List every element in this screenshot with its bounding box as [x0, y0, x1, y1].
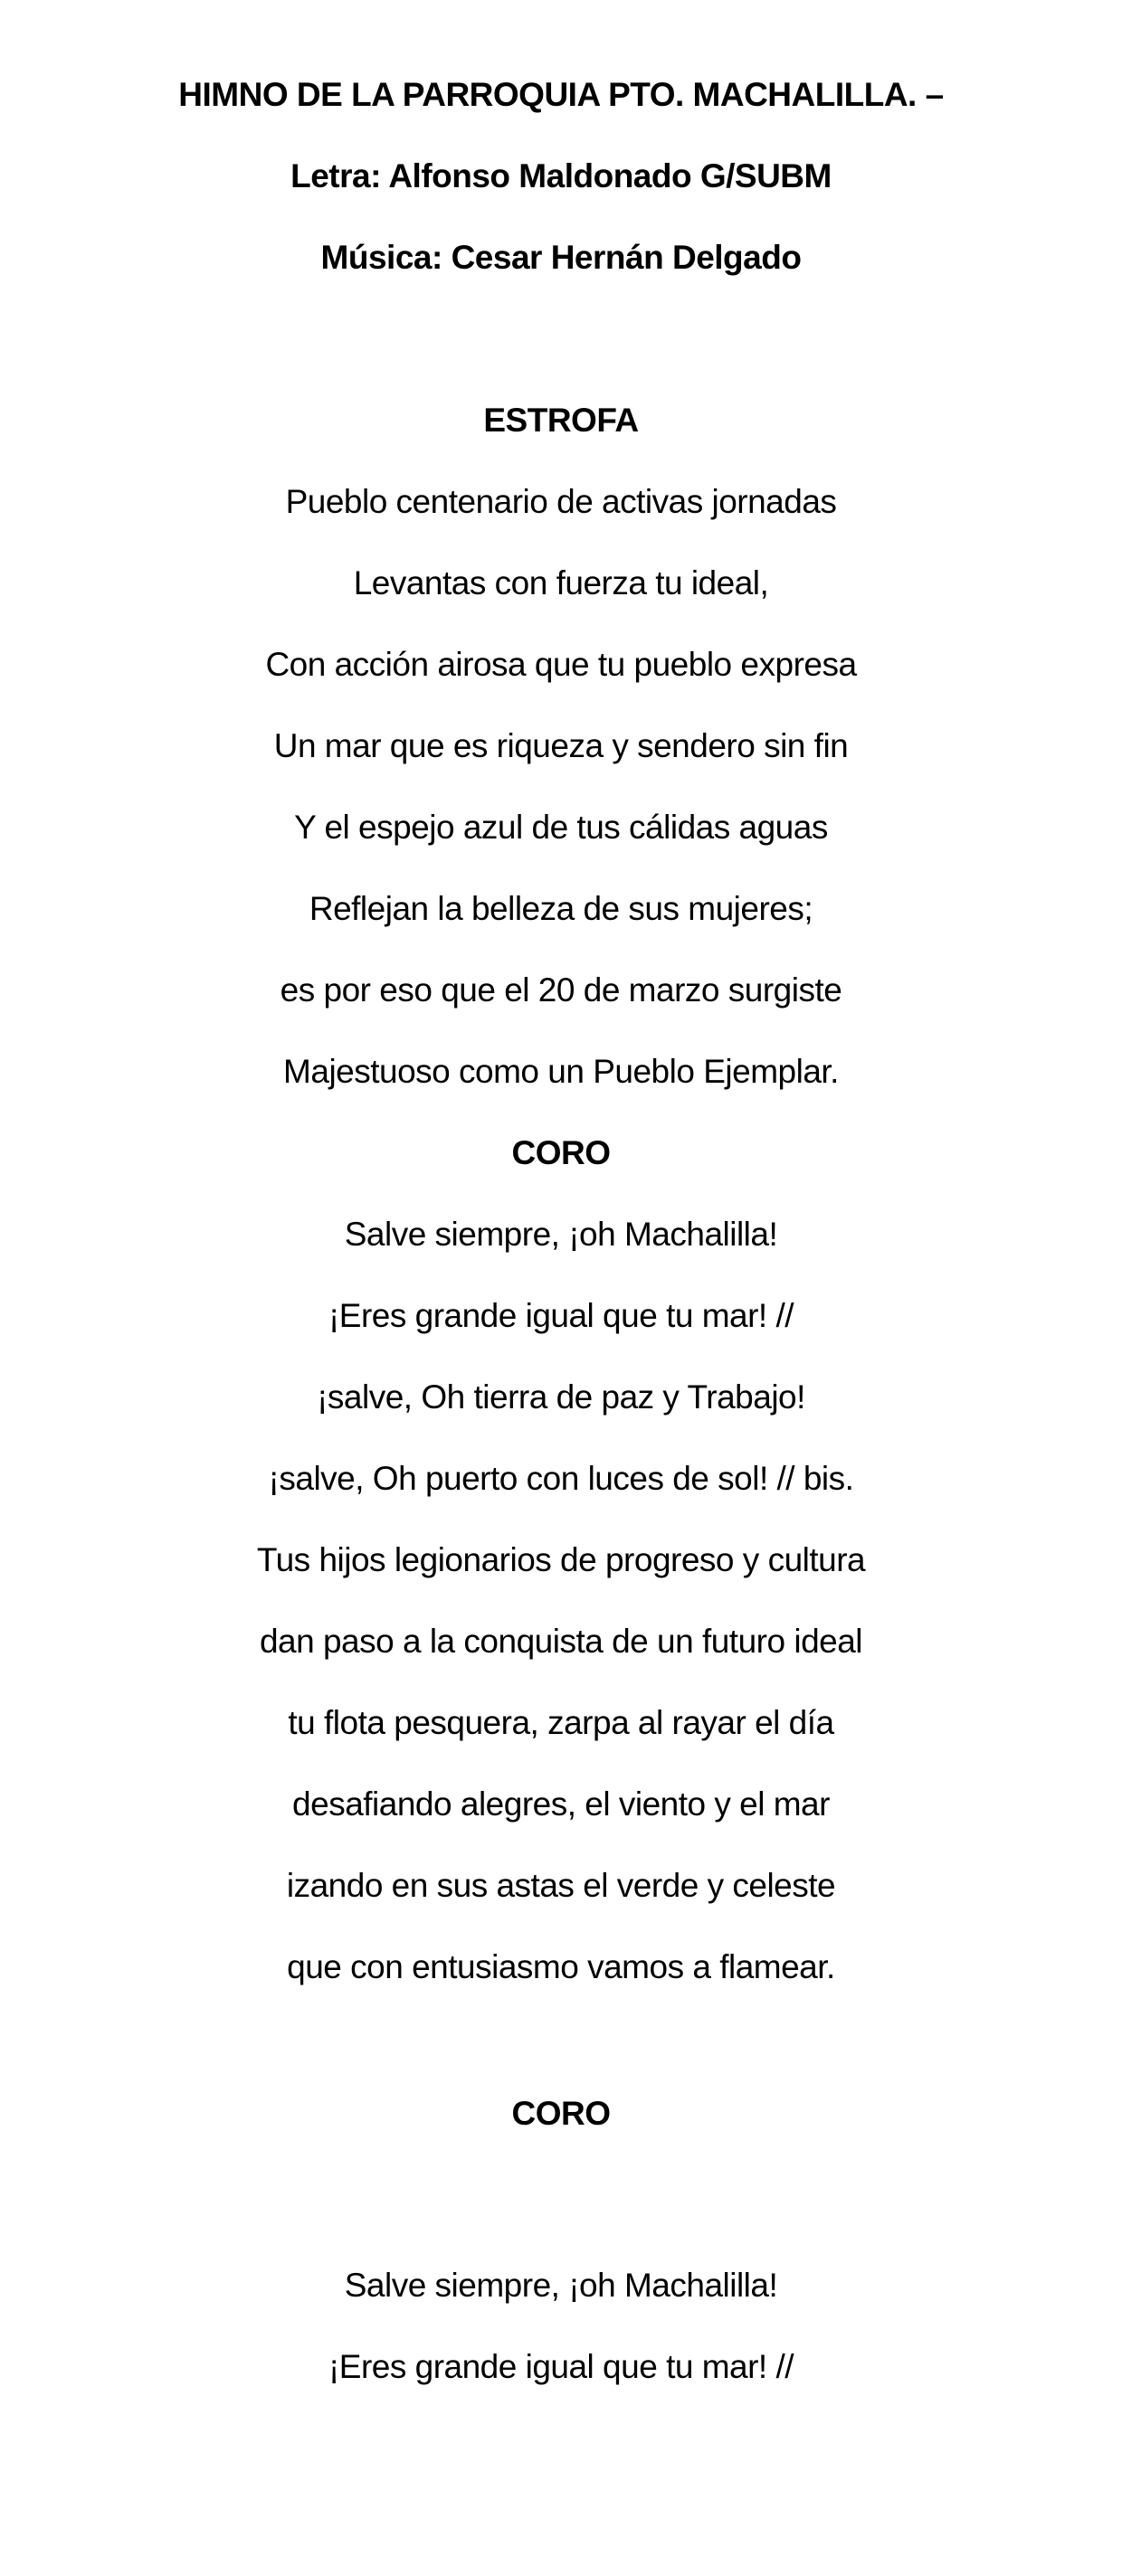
text-line: ¡Eres grande igual que tu mar! //: [328, 2348, 794, 2385]
blank-line: [0, 298, 1122, 380]
text-line: es por eso que el 20 de marzo surgiste: [280, 971, 842, 1009]
text-line: ¡salve, Oh puerto con luces de sol! // bis.: [268, 1460, 854, 1497]
heading-line: HIMNO DE LA PARROQUIA PTO. MACHALILLA. –: [178, 76, 944, 113]
text-line: desafiando alegres, el viento y el mar: [292, 1785, 830, 1823]
text-line: Pueblo centenario de activas jornadas: [285, 483, 837, 520]
text-line: tu flota pesquera, zarpa al rayar el día: [288, 1704, 834, 1741]
text-line: ¡salve, Oh tierra de paz y Trabajo!: [317, 1378, 805, 1416]
text-line: ¡Eres grande igual que tu mar! //: [328, 1297, 794, 1334]
text-line: que con entusiasmo vamos a flamear.: [287, 1948, 835, 1985]
heading-line: Música: Cesar Hernán Delgado: [320, 239, 802, 276]
heading-line: ESTROFA: [483, 402, 639, 439]
heading-line: CORO: [511, 1134, 611, 1171]
blank-line: [0, 2008, 1122, 2073]
text-line: Con acción airosa que tu pueblo expresa: [265, 646, 857, 683]
text-line: Un mar que es riqueza y sendero sin fin: [273, 727, 849, 764]
text-line: dan paso a la conquista de un futuro ideal: [259, 1623, 863, 1660]
blank-line: [0, 2155, 1122, 2245]
hymn-text: [0, 54, 1122, 2408]
text-line: Levantas con fuerza tu ideal,: [353, 564, 769, 601]
text-line: Majestuoso como un Pueblo Ejemplar.: [283, 1053, 839, 1090]
heading-line: CORO: [511, 2095, 611, 2132]
text-line: izando en sus astas el verde y celeste: [286, 1867, 836, 1904]
text-line: Salve siempre, ¡oh Machalilla!: [344, 1216, 778, 1253]
text-line: Tus hijos legionarios de progreso y cultura: [256, 1541, 866, 1578]
text-line: Salve siempre, ¡oh Machalilla!: [344, 2267, 778, 2304]
text-line: Y el espejo azul de tus cálidas aguas: [294, 809, 828, 846]
text-line: Reflejan la belleza de sus mujeres;: [309, 890, 813, 927]
heading-line: Letra: Alfonso Maldonado G/SUBM: [290, 157, 832, 194]
